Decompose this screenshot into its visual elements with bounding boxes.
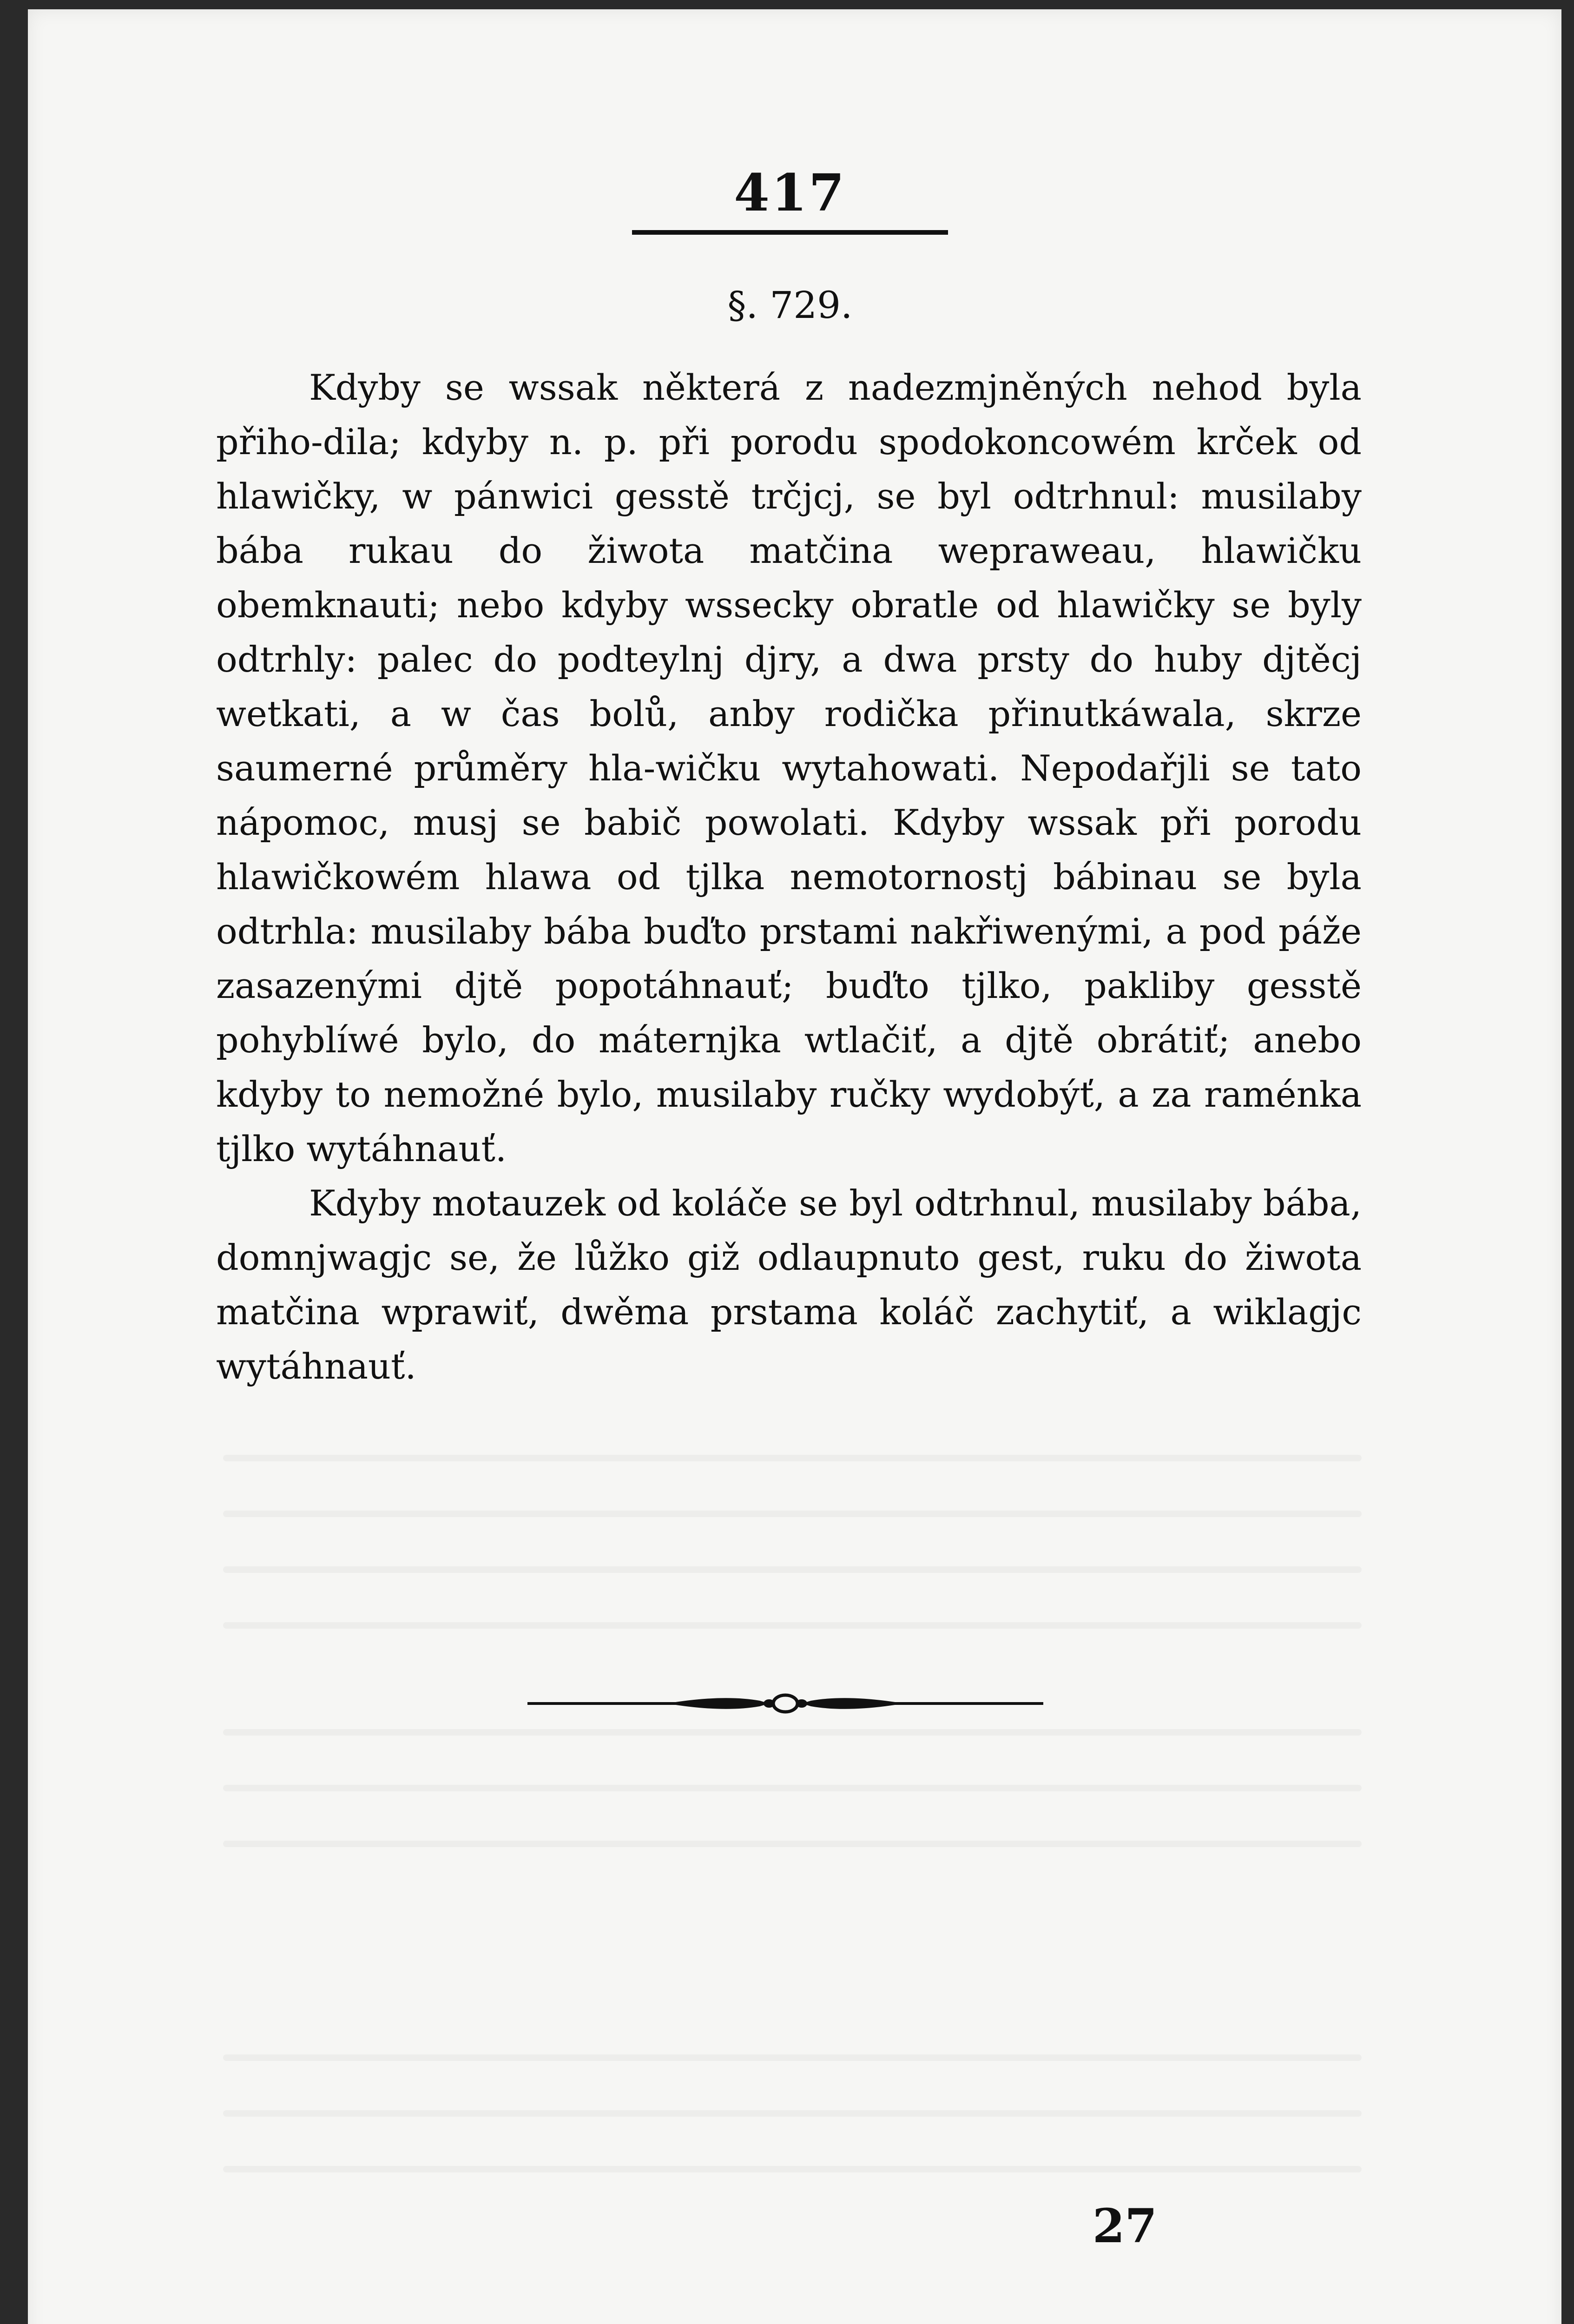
- signature-mark: 27: [1092, 2199, 1157, 2253]
- bleed-through-line: [223, 1622, 1362, 1629]
- paragraph-2: Kdyby motauzek od koláče se byl odtrhnul, musilaby bába, domnjwagjc se, že lůžko giž odlaupnuto gest, ruku do žiwota matčina wprawiť, dwěma prstama koláč zachytiť, a wiklagjc wytáhnauť.: [216, 1182, 1362, 1387]
- bleed-through-line: [223, 1455, 1362, 1461]
- document-page: [28, 9, 1561, 2324]
- bleed-through-line: [223, 1511, 1362, 1517]
- bleed-through-line: [223, 1729, 1362, 1736]
- bleed-through-line: [223, 1566, 1362, 1573]
- decorative-divider: [527, 1685, 1043, 1722]
- bleed-through-line: [223, 2054, 1362, 2061]
- body-text: [216, 360, 1362, 1393]
- header-rule: [632, 230, 948, 235]
- page-number: 417: [734, 163, 846, 223]
- bleed-through-line: [223, 1841, 1362, 1847]
- paragraph-1: Kdyby se wssak některá z nadezmjněných nehod byla přiho-dila; kdyby n. p. při porodu spodokoncowém krček od hlawičky, w pánwici gesstě trčjcj, se byl odtrhnul: musilaby bába rukau do žiwota matčina wepraweau, hlawičku obemknauti; nebo kdyby wssecky obratle od hlawičky se byly odtrhly: palec do podteylnj djry, a dwa prsty do huby djtěcj wetkati, a w čas bolů, anby rodička přinutkáwala, skrze saumerné průměry hla-wičku wytahowati. Nepodařjli se tato nápomoc, musj se babič powolati. Kdyby wssak při porodu hlawičkowém hlawa od tjlka nemotornostj bábinau se byla odtrhla: musilaby bába buďto prstami nakřiwenými, a pod páže zasazenými djtě popotáhnauť; buďto tjlko, pakliby gesstě pohyblíwé bylo, do máternjka wtlačiť, a djtě obrátiť; anebo kdyby to nemožné bylo, musilaby ručky wydobýť, a za raménka tjlko wytáhnauť.: [216, 367, 1362, 1169]
- section-heading: §. 729.: [727, 284, 853, 327]
- bleed-through-line: [223, 1785, 1362, 1791]
- bleed-through-line: [223, 2110, 1362, 2117]
- bleed-through-line: [223, 2166, 1362, 2172]
